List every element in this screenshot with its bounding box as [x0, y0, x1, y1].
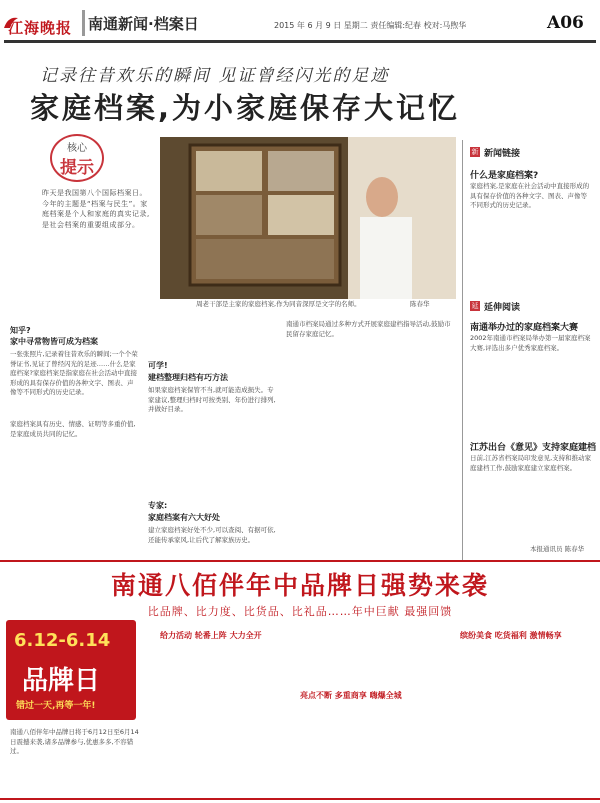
newspaper-logo: 江海晚报 — [8, 19, 73, 37]
article-photo — [160, 137, 456, 299]
advert-slogan-2: 亮点不断 多重商享 嗨爆全城 — [300, 691, 402, 700]
reading-title-1: 南通举办过的家庭档案大赛 — [470, 323, 579, 333]
bookshelf-photo-illustration — [160, 137, 456, 299]
advert-badge-main: 品牌日 — [22, 666, 101, 696]
advert-top-rule — [0, 560, 600, 562]
page-number: A06 — [547, 13, 584, 33]
news-link-text: 家庭档案,是家庭在社会活动中直接形成的具有保存价值的各种文字、图表、声像等不同形式的历史记录。 — [470, 182, 590, 209]
section-head-3: 专家: — [148, 501, 168, 510]
core-tip-bottom: 提示 — [60, 158, 94, 178]
section-subhead-1: 家中寻常物皆可成为档案 — [10, 337, 98, 346]
advert-subtitle: 比品牌、比力度、比货品、比礼品……年中巨献 最强回馈 — [147, 605, 453, 618]
reading-text-1: 2002年南通市档案局举办第一届家庭档案大赛,评选出多户优秀家庭档案。 — [470, 334, 591, 352]
photo-caption: 周老干部是主家的家庭档案,作为同音深厚是文字的名师。 — [196, 300, 361, 308]
section-text-1: 一张张照片,记录着往昔欢乐的瞬间;一个个荣誉证书,见证了曾经闪光的足迹……什么是家庭档案?家庭档案是指家庭在社会活动中直接形成的具有保存价值的各种文字、图表、声像等不同形式的历史记录。 — [10, 350, 138, 396]
body-text-b: 南通市档案局通过多种方式开展家庭建档指导活动,鼓励市民留存家庭记忆。 — [286, 320, 451, 338]
photo-author: 陈春华 — [410, 300, 430, 308]
advert-title: 南通八佰伴年中品牌日强势来袭 — [110, 571, 489, 600]
advert-slogan-1: 给力活动 轮番上阵 大力全开 — [160, 631, 262, 640]
reading-text-2: 日前,江苏省档案局印发意见,支持和推动家庭建档工作,鼓励家庭建立家庭档案。 — [470, 454, 592, 472]
extended-reading-icon: 延 — [471, 302, 479, 310]
dateline: 2015 年 6 月 9 日 星期二 责任编辑:纪春 校对:马煦华 — [274, 21, 467, 30]
advert-date-badge: 6.12-6.14 — [14, 630, 111, 651]
body-text-a: 家庭档案具有历史、情感、证明等多重价值,是家庭成员共同的记忆。 — [10, 420, 136, 438]
section-text-2: 如果家庭档案保管不当,就可能造成损失。专家建议,整理归档时可按类别、年份进行排列,并做好目录。 — [148, 386, 276, 413]
section-subhead-2: 建档整理归档有巧方法 — [148, 373, 228, 382]
advert-bottom-rule — [0, 798, 600, 800]
section-head-2: 可学! — [148, 361, 168, 370]
reading-title-2: 江苏出台《意见》支持家庭建档 — [470, 443, 597, 453]
reading-author: 本报通讯员 陈春华 — [530, 545, 585, 553]
news-link-label: 新闻链接 — [484, 149, 521, 159]
advert-slogan-3: 缤纷美食 吃货福利 激情畅享 — [460, 631, 562, 640]
news-link-title: 什么是家庭档案? — [470, 171, 539, 181]
section-divider — [82, 10, 85, 36]
extended-reading-label: 延伸阅读 — [484, 303, 521, 313]
section-head-1: 知乎? — [10, 326, 31, 335]
section-subhead-3: 家庭档案有六大好处 — [148, 513, 220, 522]
advert-badge-sub: 错过一天,再等一年! — [16, 701, 96, 711]
header-rule — [4, 40, 596, 43]
section-title: 南通新闻·档案日 — [88, 15, 199, 33]
advert-banner — [6, 620, 136, 720]
core-tip-text: 昨天是我国第八个国际档案日。今年的主题是“档案与民生”。家庭档案是个人和家庭的真实记录,是社会档案的重要组成部分。 — [42, 189, 150, 229]
advert-text: 南通八佰伴年中品牌日将于6月12日至6月14日震撼来袭,诸多品牌参与,优惠多多,不容错过。 — [10, 728, 139, 755]
section-text-3: 建立家庭档案好处不少,可以查阅、有据可依,还能传承家风,让后代了解家族历史。 — [148, 526, 276, 544]
sidebar-divider — [462, 140, 463, 562]
page-header — [0, 0, 600, 46]
news-link-icon: 新 — [471, 148, 479, 156]
article-subtitle: 记录往昔欢乐的瞬间 见证曾经闪光的足迹 — [40, 66, 390, 86]
core-tip-badge — [50, 134, 104, 182]
article-headline: 家庭档案,为小家庭保存大记忆 — [30, 91, 461, 125]
core-tip-top: 核心 — [67, 143, 87, 154]
